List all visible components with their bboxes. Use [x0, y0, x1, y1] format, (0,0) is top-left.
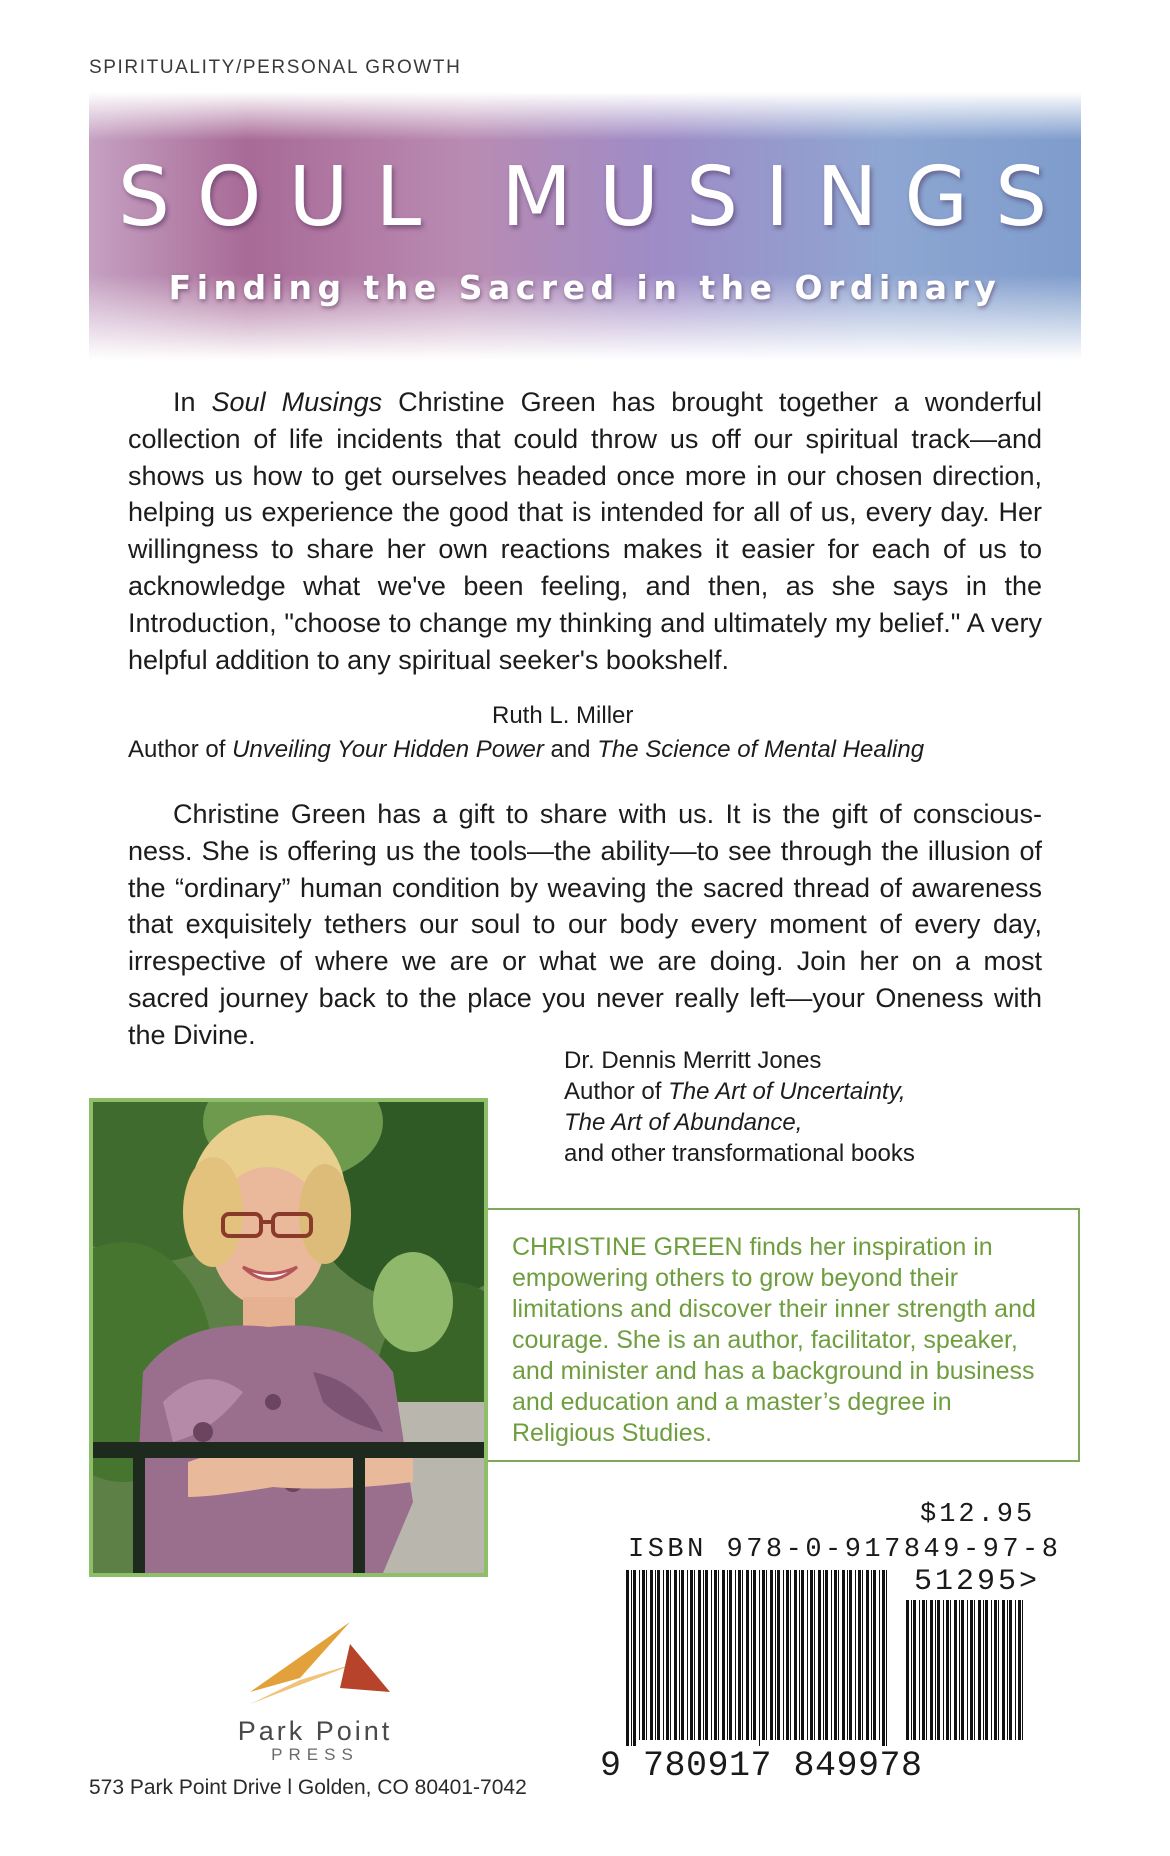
- barcode-bar: [930, 1600, 933, 1740]
- publisher-name: Park Point: [237, 1716, 393, 1746]
- review-2-author-prefix: Author of: [564, 1078, 669, 1105]
- barcode-bar: [1002, 1600, 1005, 1740]
- barcode-bar: [814, 1570, 815, 1740]
- barcode-bar: [886, 1570, 887, 1754]
- barcode-bar: [974, 1600, 975, 1740]
- barcode-bar: [775, 1570, 776, 1740]
- barcode-bar: [783, 1570, 784, 1740]
- barcode-bar: [946, 1600, 949, 1740]
- barcode-bar: [838, 1570, 839, 1740]
- barcode-bar: [694, 1570, 695, 1740]
- barcode-bar: [679, 1570, 680, 1740]
- barcode-bar: [786, 1570, 789, 1740]
- barcode-bar: [858, 1570, 861, 1740]
- barcode-bar: [714, 1570, 717, 1740]
- barcode-bar: [961, 1600, 964, 1740]
- barcode-bar: [1022, 1600, 1023, 1740]
- barcode-bar: [777, 1570, 780, 1740]
- publisher-address: 573 Park Point Drive l Golden, CO 80401-7042: [89, 1776, 527, 1799]
- review-1-lead: In: [173, 387, 212, 417]
- author-bio-box: [488, 1208, 1080, 1462]
- barcode-bar: [943, 1600, 944, 1740]
- barcode-bar: [847, 1570, 848, 1740]
- park-point-logo-icon: [230, 1622, 430, 1792]
- review-1-book-title: Soul Musings: [211, 387, 383, 417]
- barcode-bar: [746, 1570, 749, 1740]
- barcode-bar: [738, 1570, 741, 1740]
- barcode-bar: [646, 1570, 647, 1740]
- barcode-bar: [650, 1570, 653, 1740]
- barcode-bar: [718, 1570, 719, 1740]
- barcode-bar: [926, 1600, 927, 1740]
- barcode-bar: [1009, 1600, 1012, 1740]
- barcode-bar: [906, 1600, 909, 1740]
- barcode-bar: [727, 1570, 728, 1740]
- barcode-bar: [766, 1570, 767, 1740]
- barcode-bar: [913, 1600, 916, 1740]
- author-bio: CHRISTINE GREEN finds her inspiration in empowering others to grow beyond their limitations and discover their inner strength and courage. She is an author, facilitator, speaker, and minister and has a background in business and education and a master’s degree in Religious Studies.: [512, 1233, 1036, 1447]
- review-1-joiner: and: [543, 736, 598, 763]
- barcode-bar: [983, 1600, 984, 1740]
- price-barcode: [906, 1600, 1026, 1754]
- barcode-bar: [801, 1570, 804, 1740]
- barcode-bar: [751, 1570, 752, 1740]
- barcode-bar: [871, 1570, 872, 1740]
- review-2-closing: and other transformational books: [564, 1140, 915, 1167]
- barcode-bar: [657, 1570, 660, 1740]
- author-photo: [89, 1098, 488, 1577]
- barcode-bar: [849, 1570, 852, 1740]
- barcode-bar: [722, 1570, 725, 1740]
- barcode-bar: [799, 1570, 800, 1740]
- barcode-bar: [639, 1570, 640, 1740]
- title-banner: [89, 92, 1081, 360]
- barcode-bar: [666, 1570, 669, 1740]
- barcode-bar: [935, 1600, 936, 1740]
- barcode-bar: [970, 1600, 973, 1740]
- barcode-bar: [729, 1570, 732, 1740]
- review-1-author-prefix: Author of: [128, 736, 233, 763]
- barcode-bar: [626, 1570, 629, 1754]
- barcode-bar: [770, 1570, 773, 1740]
- barcode-bar: [703, 1570, 704, 1740]
- barcode-bar: [742, 1570, 743, 1740]
- barcode-bar: [762, 1570, 765, 1740]
- barcode-bar: [985, 1600, 988, 1740]
- barcode-bar: [950, 1600, 951, 1740]
- barcode-bar: [831, 1570, 832, 1740]
- barcode-bar: [690, 1570, 693, 1740]
- barcode-bar: [670, 1570, 671, 1740]
- barcode-bar: [698, 1570, 701, 1740]
- review-2-book-1: The Art of Uncertainty,: [668, 1078, 906, 1105]
- barcode-bar: [998, 1600, 999, 1740]
- barcode-bar: [681, 1570, 684, 1740]
- book-subtitle: Finding the Sacred in the Ordinary: [168, 268, 1002, 307]
- barcode-bar: [631, 1570, 632, 1754]
- review-2-book-line-2: [564, 1107, 915, 1138]
- barcode-bar: [711, 1570, 712, 1740]
- barcode-bar: [855, 1570, 856, 1740]
- barcode-bar: [825, 1570, 828, 1740]
- barcode-bar: [862, 1570, 863, 1740]
- isbn-label: ISBN 978-0-917849-97-8: [628, 1535, 1062, 1565]
- review-1-body: Christine Green has brought together a wonderful collection of life incidents that could throw us off our spiritual track—and shows us how to get ourselves headed once more in our chosen direction, helping us experience the good that is intended for all of us, every day. Her willingness to share her own reactions makes it easier for each of us to acknowledge what we've been feeling, and then, as she says in the Introduction, "choose to change my thinking and ultimately my belief." A very helpful addition to any spiritual seeker's bookshelf.: [128, 387, 1042, 675]
- barcode-bar: [994, 1600, 997, 1740]
- barcode-bar: [807, 1570, 808, 1740]
- barcode-bar: [794, 1570, 797, 1740]
- barcode-bar: [687, 1570, 688, 1740]
- category-label: SPIRITUALITY/PERSONAL GROWTH: [89, 57, 462, 78]
- barcode-bar: [959, 1600, 960, 1740]
- barcode-bar: [873, 1570, 876, 1740]
- barcode-bar: [642, 1570, 645, 1740]
- barcode-bar: [790, 1570, 791, 1740]
- review-2-attribution: [564, 1045, 915, 1169]
- barcode-bar: [922, 1600, 925, 1740]
- barcode-bar: [978, 1600, 981, 1740]
- isbn-barcode: [626, 1570, 890, 1754]
- barcode-bar: [674, 1570, 677, 1740]
- barcode-bar: [705, 1570, 708, 1740]
- barcode-bar: [1015, 1600, 1016, 1740]
- barcode-bar: [879, 1570, 880, 1740]
- barcode-bar: [967, 1600, 968, 1740]
- barcode-bar: [663, 1570, 664, 1740]
- barcode-bar: [810, 1570, 813, 1740]
- book-title: SOUL MUSINGS: [117, 150, 1075, 245]
- barcode-bar: [882, 1570, 885, 1754]
- barcode-bar: [937, 1600, 940, 1740]
- review-2-author: Dr. Dennis Merritt Jones: [564, 1047, 822, 1074]
- review-quote-1: [128, 384, 1042, 678]
- review-1-author-books: [128, 734, 924, 765]
- price-code: 51295>: [914, 1565, 1041, 1599]
- barcode-bar: [759, 1570, 760, 1754]
- review-2-book-2: The Art of Abundance,: [564, 1109, 803, 1136]
- barcode-bar: [633, 1570, 636, 1754]
- publisher-press: PRESS: [271, 1745, 359, 1764]
- barcode-bar: [1018, 1600, 1021, 1740]
- barcode-bar: [735, 1570, 736, 1740]
- barcode-bar: [834, 1570, 837, 1740]
- logo-red-shape: [340, 1644, 390, 1692]
- barcode-bar: [911, 1600, 912, 1740]
- barcode-bar: [919, 1600, 920, 1740]
- barcode-bar: [842, 1570, 845, 1740]
- barcode-bar: [753, 1570, 756, 1740]
- review-quote-2: Christine Green has a gift to share with us. It is the gift of consciousness. She is offering us the tools—the ability—to see through the illusion of the “ordinary” human condition by weaving the sacred thread of awareness that exquisitely tethers our soul to our body every moment of every day, irrespective of where we are or what we are doing. Join her on a most sacred journey back to the place you never really left—your Oneness with the Divine.: [128, 799, 1042, 1050]
- barcode-digits: 9 780917 849978: [600, 1746, 923, 1786]
- review-1-book-2: The Science of Mental Healing: [597, 736, 925, 763]
- review-1-book-1: Unveiling Your Hidden Power: [232, 736, 544, 763]
- price-label: $12.95: [920, 1500, 1036, 1530]
- barcode-bar: [866, 1570, 869, 1740]
- barcode-bar: [655, 1570, 656, 1740]
- review-2-book-line-1: [564, 1076, 915, 1107]
- barcode-bar: [991, 1600, 992, 1740]
- barcode-bar: [818, 1570, 821, 1740]
- barcode-bar: [954, 1600, 957, 1740]
- review-1-author: Ruth L. Miller: [492, 702, 634, 729]
- barcode-bar: [823, 1570, 824, 1740]
- barcode-bar: [1007, 1600, 1008, 1740]
